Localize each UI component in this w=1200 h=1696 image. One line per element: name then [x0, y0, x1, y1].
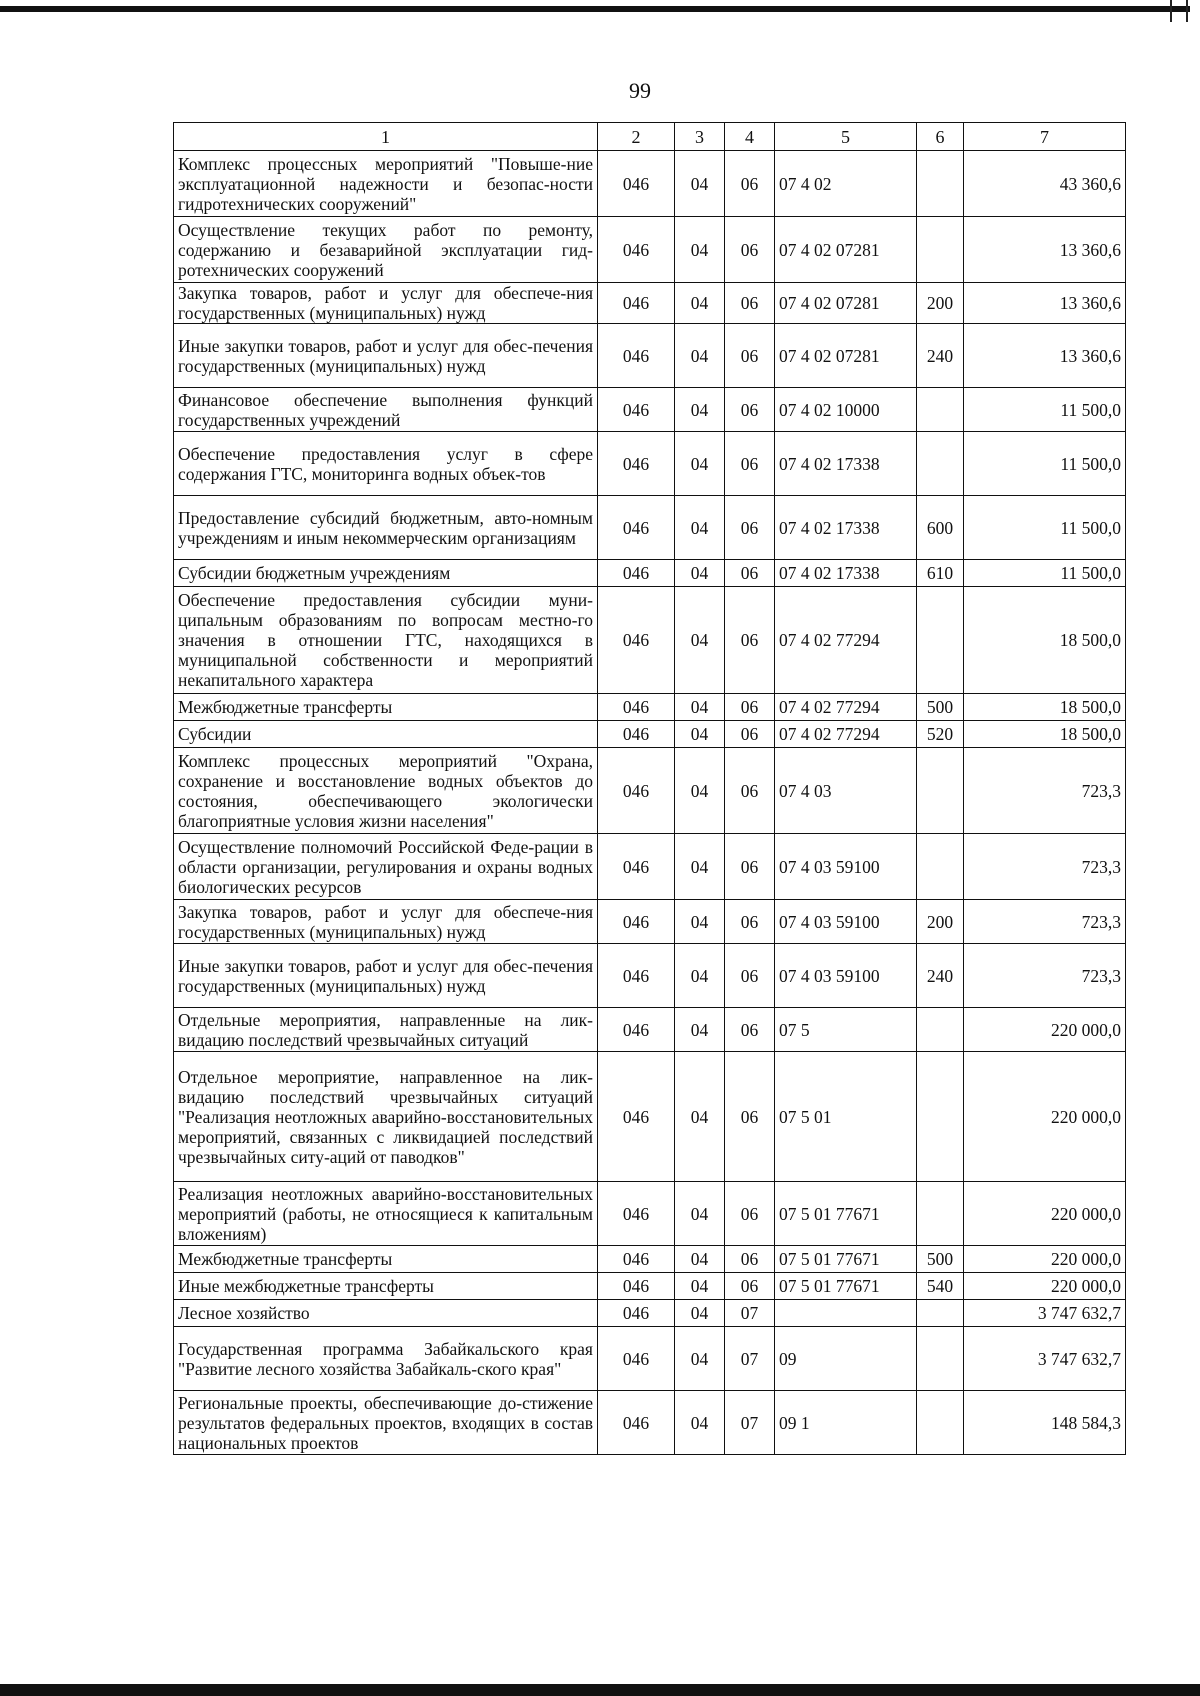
- row-name-cell: Межбюджетные трансферты: [174, 694, 598, 721]
- bottom-border-line: [0, 1684, 1200, 1696]
- row-target-code-cell: 07 4 03 59100: [775, 900, 917, 944]
- row-target-code-cell: 07 4 02 17338: [775, 496, 917, 560]
- row-section-cell: 04: [675, 324, 725, 388]
- row-expense-type-cell: 540: [917, 1273, 964, 1300]
- row-ministry-cell: 046: [598, 900, 675, 944]
- table-row: [174, 324, 1126, 388]
- table-row: [174, 900, 1126, 944]
- table-row: [174, 496, 1126, 560]
- row-ministry-cell: 046: [598, 1273, 675, 1300]
- row-subsection-cell: 06: [725, 900, 775, 944]
- row-expense-type-cell: [917, 834, 964, 900]
- top-border-line: [0, 6, 1190, 12]
- row-target-code-cell: 07 4 02: [775, 151, 917, 217]
- row-expense-type-cell: [917, 1391, 964, 1455]
- table-row: [174, 283, 1126, 324]
- row-amount-cell: 11 500,0: [964, 388, 1126, 432]
- row-ministry-cell: 046: [598, 217, 675, 283]
- row-section-cell: 04: [675, 1008, 725, 1052]
- row-target-code-cell: 07 4 02 07281: [775, 217, 917, 283]
- row-amount-cell: 723,3: [964, 748, 1126, 834]
- row-name-cell: Государственная программа Забайкальского края "Развитие лесного хозяйства Забайкаль-ского края": [174, 1327, 598, 1391]
- row-name-cell: Реализация неотложных аварийно-восстановительных мероприятий (работы, не относящиеся к капитальным вложениям): [174, 1182, 598, 1246]
- row-subsection-cell: 06: [725, 1246, 775, 1273]
- row-subsection-cell: 06: [725, 1273, 775, 1300]
- row-section-cell: 04: [675, 1182, 725, 1246]
- table-row: [174, 432, 1126, 496]
- table-row: [174, 151, 1126, 217]
- row-ministry-cell: 046: [598, 283, 675, 324]
- row-name-cell: Иные закупки товаров, работ и услуг для обес-печения государственных (муниципальных) нужд: [174, 944, 598, 1008]
- row-target-code-cell: 07 5 01 77671: [775, 1273, 917, 1300]
- row-target-code-cell: 07 4 02 77294: [775, 587, 917, 694]
- header-col-4: 4: [725, 123, 775, 151]
- row-amount-cell: 18 500,0: [964, 694, 1126, 721]
- row-subsection-cell: 06: [725, 587, 775, 694]
- row-name-cell: Предоставление субсидий бюджетным, авто-номным учреждениям и иным некоммерческим организациям: [174, 496, 598, 560]
- table-body: [174, 151, 1126, 1455]
- row-name-cell: Межбюджетные трансферты: [174, 1246, 598, 1273]
- row-section-cell: 04: [675, 217, 725, 283]
- row-subsection-cell: 06: [725, 944, 775, 1008]
- row-section-cell: 04: [675, 834, 725, 900]
- row-subsection-cell: 06: [725, 432, 775, 496]
- row-ministry-cell: 046: [598, 1052, 675, 1182]
- row-amount-cell: 3 747 632,7: [964, 1327, 1126, 1391]
- row-expense-type-cell: [917, 217, 964, 283]
- row-expense-type-cell: 200: [917, 900, 964, 944]
- header-col-6: 6: [917, 123, 964, 151]
- row-section-cell: 04: [675, 944, 725, 1008]
- row-target-code-cell: 07 4 03: [775, 748, 917, 834]
- header-col-3: 3: [675, 123, 725, 151]
- row-ministry-cell: 046: [598, 1182, 675, 1246]
- row-ministry-cell: 046: [598, 1008, 675, 1052]
- row-subsection-cell: 07: [725, 1300, 775, 1327]
- row-target-code-cell: 09: [775, 1327, 917, 1391]
- header-col-7: 7: [964, 123, 1126, 151]
- row-section-cell: 04: [675, 721, 725, 748]
- row-amount-cell: 11 500,0: [964, 496, 1126, 560]
- row-amount-cell: 220 000,0: [964, 1182, 1126, 1246]
- row-target-code-cell: 07 5: [775, 1008, 917, 1052]
- budget-table: [173, 122, 1126, 1455]
- table-row: [174, 748, 1126, 834]
- row-subsection-cell: 06: [725, 748, 775, 834]
- row-subsection-cell: 06: [725, 283, 775, 324]
- row-expense-type-cell: [917, 1052, 964, 1182]
- row-expense-type-cell: [917, 587, 964, 694]
- row-subsection-cell: 07: [725, 1391, 775, 1455]
- row-section-cell: 04: [675, 1052, 725, 1182]
- row-amount-cell: 220 000,0: [964, 1052, 1126, 1182]
- row-subsection-cell: 06: [725, 1008, 775, 1052]
- row-ministry-cell: 046: [598, 1246, 675, 1273]
- row-target-code-cell: 07 5 01 77671: [775, 1246, 917, 1273]
- row-name-cell: Обеспечение предоставления субсидии муни-ципальным образованиям по вопросам местно-го значения в отношении ГТС, находящихся в муниципальной собственности и мероприятий некапитального характера: [174, 587, 598, 694]
- row-expense-type-cell: [917, 1008, 964, 1052]
- row-ministry-cell: 046: [598, 694, 675, 721]
- row-amount-cell: 43 360,6: [964, 151, 1126, 217]
- row-amount-cell: 220 000,0: [964, 1246, 1126, 1273]
- row-ministry-cell: 046: [598, 388, 675, 432]
- row-name-cell: Отдельные мероприятия, направленные на лик-видацию последствий чрезвычайных ситуаций: [174, 1008, 598, 1052]
- row-ministry-cell: 046: [598, 944, 675, 1008]
- row-subsection-cell: 06: [725, 217, 775, 283]
- row-expense-type-cell: 600: [917, 496, 964, 560]
- row-subsection-cell: 06: [725, 560, 775, 587]
- row-name-cell: Осуществление текущих работ по ремонту, содержанию и безаварийной эксплуатации гид-ротехнических сооружений: [174, 217, 598, 283]
- row-target-code-cell: 07 4 02 17338: [775, 560, 917, 587]
- row-subsection-cell: 06: [725, 496, 775, 560]
- row-subsection-cell: 06: [725, 1052, 775, 1182]
- row-expense-type-cell: [917, 1327, 964, 1391]
- row-target-code-cell: 07 5 01 77671: [775, 1182, 917, 1246]
- row-subsection-cell: 06: [725, 721, 775, 748]
- row-ministry-cell: 046: [598, 1391, 675, 1455]
- row-section-cell: 04: [675, 1246, 725, 1273]
- row-amount-cell: 13 360,6: [964, 283, 1126, 324]
- row-name-cell: Субсидии: [174, 721, 598, 748]
- header-row: [174, 123, 1126, 151]
- row-target-code-cell: [775, 1300, 917, 1327]
- row-expense-type-cell: [917, 1182, 964, 1246]
- row-section-cell: 04: [675, 587, 725, 694]
- row-section-cell: 04: [675, 1391, 725, 1455]
- row-section-cell: 04: [675, 283, 725, 324]
- row-expense-type-cell: 500: [917, 1246, 964, 1273]
- row-section-cell: 04: [675, 748, 725, 834]
- row-ministry-cell: 046: [598, 1327, 675, 1391]
- row-name-cell: Обеспечение предоставления услуг в сфере содержания ГТС, мониторинга водных объек-тов: [174, 432, 598, 496]
- row-expense-type-cell: [917, 388, 964, 432]
- row-section-cell: 04: [675, 694, 725, 721]
- row-expense-type-cell: 610: [917, 560, 964, 587]
- row-subsection-cell: 06: [725, 324, 775, 388]
- scan-corner-mark: [1170, 0, 1188, 22]
- row-ministry-cell: 046: [598, 587, 675, 694]
- row-amount-cell: 3 747 632,7: [964, 1300, 1126, 1327]
- table-row: [174, 1182, 1126, 1246]
- row-amount-cell: 723,3: [964, 944, 1126, 1008]
- row-expense-type-cell: [917, 1300, 964, 1327]
- row-subsection-cell: 06: [725, 694, 775, 721]
- row-name-cell: Отдельное мероприятие, направленное на лик-видацию последствий чрезвычайных ситуаций "Реализация неотложных аварийно-восстановительных мероприятий, связанных с ликвидацией последствий чрезвычайных ситу-аций от паводков": [174, 1052, 598, 1182]
- table-row: [174, 1273, 1126, 1300]
- row-expense-type-cell: 500: [917, 694, 964, 721]
- row-name-cell: Осуществление полномочий Российской Феде-рации в области организации, регулирования и охраны водных биологических ресурсов: [174, 834, 598, 900]
- table-row: [174, 560, 1126, 587]
- table-row: [174, 721, 1126, 748]
- row-name-cell: Региональные проекты, обеспечивающие до-стижение результатов федеральных проектов, входящих в состав национальных проектов: [174, 1391, 598, 1455]
- row-subsection-cell: 06: [725, 151, 775, 217]
- row-target-code-cell: 07 4 02 17338: [775, 432, 917, 496]
- row-target-code-cell: 09 1: [775, 1391, 917, 1455]
- table-row: [174, 587, 1126, 694]
- table-row: [174, 694, 1126, 721]
- row-subsection-cell: 06: [725, 388, 775, 432]
- table-row: [174, 388, 1126, 432]
- row-ministry-cell: 046: [598, 432, 675, 496]
- row-name-cell: Иные закупки товаров, работ и услуг для обес-печения государственных (муниципальных) нужд: [174, 324, 598, 388]
- table-row: [174, 834, 1126, 900]
- row-amount-cell: 13 360,6: [964, 324, 1126, 388]
- table-row: [174, 217, 1126, 283]
- row-amount-cell: 18 500,0: [964, 587, 1126, 694]
- row-ministry-cell: 046: [598, 834, 675, 900]
- row-name-cell: Финансовое обеспечение выполнения функций государственных учреждений: [174, 388, 598, 432]
- row-subsection-cell: 06: [725, 834, 775, 900]
- row-target-code-cell: 07 4 02 07281: [775, 324, 917, 388]
- row-ministry-cell: 046: [598, 748, 675, 834]
- row-expense-type-cell: [917, 432, 964, 496]
- row-target-code-cell: 07 4 02 77294: [775, 721, 917, 748]
- header-col-1: 1: [174, 123, 598, 151]
- row-section-cell: 04: [675, 900, 725, 944]
- row-expense-type-cell: 520: [917, 721, 964, 748]
- row-ministry-cell: 046: [598, 721, 675, 748]
- row-name-cell: Лесное хозяйство: [174, 1300, 598, 1327]
- row-section-cell: 04: [675, 1327, 725, 1391]
- row-subsection-cell: 07: [725, 1327, 775, 1391]
- row-section-cell: 04: [675, 432, 725, 496]
- row-ministry-cell: 046: [598, 496, 675, 560]
- row-section-cell: 04: [675, 151, 725, 217]
- row-target-code-cell: 07 4 03 59100: [775, 944, 917, 1008]
- row-expense-type-cell: [917, 748, 964, 834]
- row-name-cell: Иные межбюджетные трансферты: [174, 1273, 598, 1300]
- row-section-cell: 04: [675, 388, 725, 432]
- row-ministry-cell: 046: [598, 1300, 675, 1327]
- row-amount-cell: 723,3: [964, 834, 1126, 900]
- row-ministry-cell: 046: [598, 560, 675, 587]
- row-expense-type-cell: 240: [917, 324, 964, 388]
- row-target-code-cell: 07 5 01: [775, 1052, 917, 1182]
- row-section-cell: 04: [675, 560, 725, 587]
- header-col-5: 5: [775, 123, 917, 151]
- row-amount-cell: 148 584,3: [964, 1391, 1126, 1455]
- row-name-cell: Субсидии бюджетным учреждениям: [174, 560, 598, 587]
- table-row: [174, 1008, 1126, 1052]
- table-row: [174, 1327, 1126, 1391]
- row-section-cell: 04: [675, 1300, 725, 1327]
- row-amount-cell: 13 360,6: [964, 217, 1126, 283]
- table-row: [174, 1300, 1126, 1327]
- row-expense-type-cell: 200: [917, 283, 964, 324]
- row-amount-cell: 18 500,0: [964, 721, 1126, 748]
- page-number: 99: [629, 78, 651, 103]
- row-expense-type-cell: [917, 151, 964, 217]
- row-target-code-cell: 07 4 02 77294: [775, 694, 917, 721]
- header-col-2: 2: [598, 123, 675, 151]
- table-row: [174, 1052, 1126, 1182]
- row-amount-cell: 11 500,0: [964, 432, 1126, 496]
- row-ministry-cell: 046: [598, 151, 675, 217]
- row-expense-type-cell: 240: [917, 944, 964, 1008]
- row-amount-cell: 220 000,0: [964, 1008, 1126, 1052]
- table-row: [174, 1246, 1126, 1273]
- row-name-cell: Комплекс процессных мероприятий "Охрана, сохранение и восстановление водных объектов до состояния, обеспечивающего экологически благоприятные условия жизни населения": [174, 748, 598, 834]
- row-name-cell: Закупка товаров, работ и услуг для обеспече-ния государственных (муниципальных) нужд: [174, 900, 598, 944]
- row-amount-cell: 723,3: [964, 900, 1126, 944]
- row-amount-cell: 11 500,0: [964, 560, 1126, 587]
- row-target-code-cell: 07 4 02 07281: [775, 283, 917, 324]
- table-row: [174, 1391, 1126, 1455]
- row-section-cell: 04: [675, 496, 725, 560]
- row-target-code-cell: 07 4 03 59100: [775, 834, 917, 900]
- row-subsection-cell: 06: [725, 1182, 775, 1246]
- row-name-cell: Комплекс процессных мероприятий "Повыше-ние эксплуатационной надежности и безопас-ности гидротехнических сооружений": [174, 151, 598, 217]
- row-ministry-cell: 046: [598, 324, 675, 388]
- row-amount-cell: 220 000,0: [964, 1273, 1126, 1300]
- table-row: [174, 944, 1126, 1008]
- row-name-cell: Закупка товаров, работ и услуг для обеспече-ния государственных (муниципальных) нужд: [174, 283, 598, 324]
- row-target-code-cell: 07 4 02 10000: [775, 388, 917, 432]
- row-section-cell: 04: [675, 1273, 725, 1300]
